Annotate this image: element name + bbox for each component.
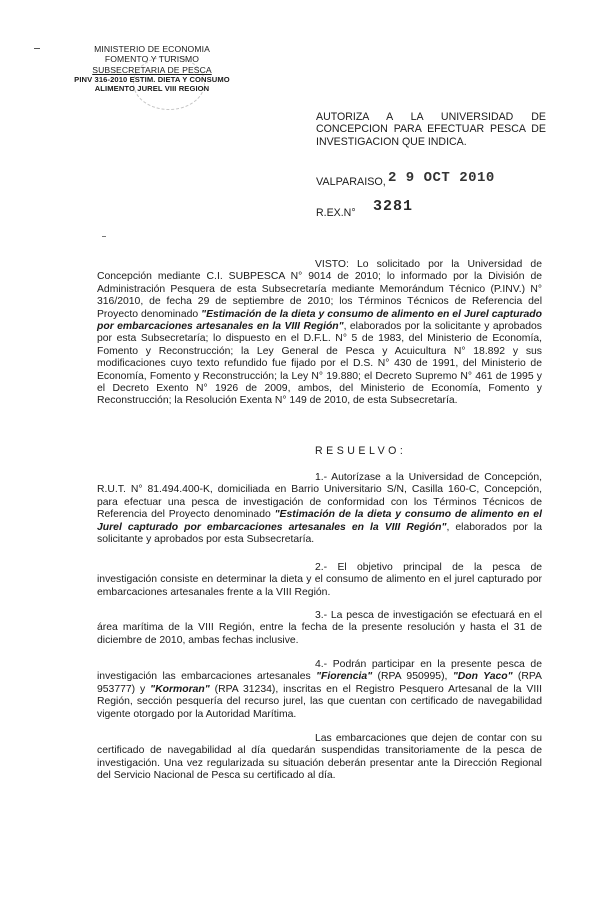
resolution-label: R.EX.N° bbox=[316, 207, 356, 219]
article-4-text: (RPA 950995), bbox=[372, 671, 453, 683]
article-4 bbox=[97, 659, 542, 721]
article-4-note bbox=[97, 733, 542, 783]
article-4-text: (RPA 31234), inscritas en el Registro Pesquero Artesanal de la VIII Región, sección pesquería del recurso jurel, las que cuentan con certificado de navegabilidad vigente otorgado por la Autoridad Marítima. bbox=[97, 683, 542, 720]
article-4-note-text: Las embarcaciones que dejen de contar con su certificado de navegabilidad al día quedarán suspendidas transitoriamente de la pesca de investigación. Una vez regularizada su situación deberán presentar ante la Dirección Regional del Servicio Nacional de Pesca su certificado al día. bbox=[97, 733, 542, 782]
vessel-name: "Don Yaco" bbox=[452, 671, 513, 683]
header-file-subject: ALIMENTO JUREL VIII REGION bbox=[94, 84, 210, 94]
visto-text-cont: , elaborados por la solicitante y aprobados por esta Subsecretaría; lo dispuesto en el D.F.L. N° 5 de 1983, del Ministerio de Economía, Fomento y Reconstrucción; la Ley General de Pesca y Acuicultura N° 18.892 y sus modificaciones cuyo texto refundido fue fijado por el D.S. N° 430 de 1991, del Ministerio de Economía, Fomento y Reconstrucción; la Ley N° 19.880; el Decreto Supremo N° 461 de 1995 y el Decreto Exento N° 1926 de 2009, ambos, del Ministerio de Economía, Fomento y Reconstrucción; la Resolución Exenta N° 149 de 2010, de esta Subsecretaría. bbox=[97, 321, 542, 407]
resolution-number: 3281 bbox=[373, 198, 414, 215]
header-file-ref: PINV 316-2010 ESTIM. DIETA Y CONSUMO bbox=[74, 75, 230, 85]
project-name: "Estimación de la dieta y consumo de alimento en el Jurel capturado por embarcaciones artesanales en la VIII Región" bbox=[97, 308, 542, 333]
article-2 bbox=[97, 562, 542, 599]
article-1-text-cont: , elaborados por la solicitante y aprobados por esta Subsecretaría. bbox=[97, 521, 542, 546]
visto-text: VISTO: Lo solicitado por la Universidad de Concepción mediante C.I. SUBPESCA N° 9014 de 2010; lo informado por la División de Administración Pesquera de esta Subsecretaría mediante Memorándum Técnico (P.INV.) N° 316/2010, de fecha 29 de septiembre de 2010; los Términos Técnicos de Referencia del Proyecto denominado bbox=[97, 259, 542, 320]
place: VALPARAISO, bbox=[316, 176, 386, 188]
article-1-text: 1.- Autorízase a la Universidad de Concepción, R.U.T. N° 81.494.400-K, domiciliada en Barrio Universitario S/N, Casilla 160-C, Concepción, para efectuar una pesca de investigación de conformidad con los Términos Técnicos de Referencia del Proyecto denominado bbox=[97, 472, 542, 521]
visto-paragraph bbox=[97, 259, 542, 408]
vessel-name: "Fiorencia" bbox=[316, 671, 373, 683]
article-3 bbox=[97, 610, 542, 647]
date-stamp: 2 9 OCT 2010 bbox=[388, 170, 495, 186]
header-subsecretaria: SUBSECRETARIA DE PESCA bbox=[92, 64, 212, 75]
article-3-text: 3.- La pesca de investigación se efectuará en el área marítima de la VIII Región, entre la fecha de la presente resolución y hasta el 31 de diciembre de 2010, ambas fechas inclusive. bbox=[97, 610, 542, 646]
resuelvo-heading: RESUELVO: bbox=[315, 445, 407, 457]
article-1 bbox=[97, 472, 542, 546]
header-fomento: FOMENTO Y TURISMO bbox=[104, 54, 200, 65]
scan-mark bbox=[102, 236, 106, 237]
vessel-name: "Kormoran" bbox=[150, 683, 210, 695]
project-name: "Estimación de la dieta y consumo de alimento en el Jurel capturado por embarcaciones artesanales en la VIII Región" bbox=[97, 509, 542, 533]
article-4-text: (RPA 953777) y bbox=[97, 671, 542, 695]
ministry-header bbox=[72, 44, 232, 93]
header-ministry: MINISTERIO DE ECONOMIA bbox=[94, 44, 210, 54]
article-4-text: 4.- Podrán participar en la presente pesca de investigación las embarcaciones artesanales bbox=[97, 659, 542, 683]
scan-mark bbox=[34, 48, 40, 49]
article-2-text: 2.- El objetivo principal de la pesca de investigación consiste en determinar la dieta y el consumo de alimento en el jurel capturado por embarcaciones artesanales frente a la VIII Región. bbox=[97, 562, 542, 598]
document-title: AUTORIZA A LA UNIVERSIDAD DE CONCEPCION PARA EFECTUAR PESCA DE INVESTIGACION QUE INDICA. bbox=[316, 111, 546, 148]
